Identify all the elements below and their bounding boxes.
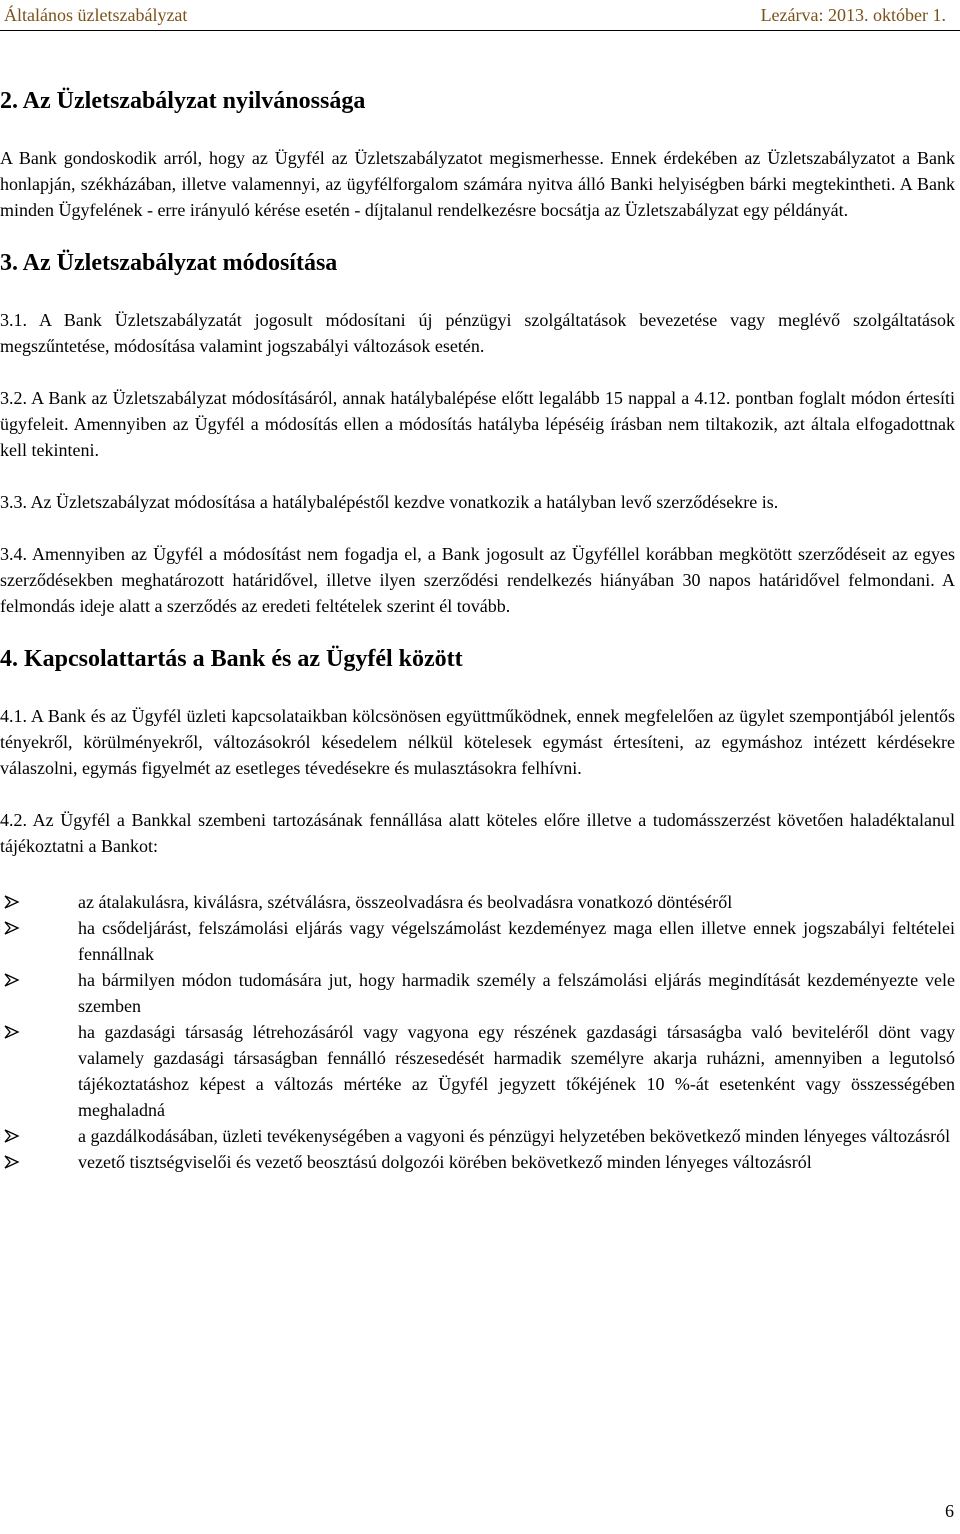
arrow-bullet-icon [4,1154,20,1170]
list-item [0,967,955,1019]
list-item-text: ha csődeljárást, felszámolási eljárás vagy végelszámolást kezdeményez maga ellen illetve ennek jogszabályi feltételei fennállnak [78,918,955,964]
notification-list [0,889,955,1175]
section-2-heading: 2. Az Üzletszabályzat nyilvánossága [0,88,366,114]
paragraph-3-3: 3.3. Az Üzletszabályzat módosítása a hatálybalépéstől kezdve vonatkozik a hatályban levő szerződésekre is. [0,492,779,512]
arrow-bullet-icon [4,1024,20,1040]
list-item-text: vezető tisztségviselői és vezető beosztású dolgozói körében bekövetkező minden lényeges változásról [78,1152,812,1172]
list-item [0,889,955,915]
header-closed-date: Lezárva: 2013. október 1. [760,5,946,25]
section-4-heading: 4. Kapcsolattartás a Bank és az Ügyfél között [0,646,463,672]
paragraph-3-2: 3.2. A Bank az Üzletszabályzat módosításáról, annak hatálybalépése előtt legalább 15 nappal a 4.12. pontban foglalt módon értesíti ügyfeleit. Amennyiben az Ügyfél a módosítás ellen a módosítás hatályba lépéséig írásban nem tiltakozik, azt általa elfogadottnak kell tekinteni. [0,388,955,460]
arrow-bullet-icon [4,894,20,910]
list-item [0,1019,955,1123]
list-item [0,1123,955,1149]
paragraph-3-1: 3.1. A Bank Üzletszabályzatát jogosult módosítani új pénzügyi szolgáltatások bevezetése vagy meglévő szolgáltatások megszűntetése, módosítása valamint jogszabályi változások esetén. [0,310,955,356]
section-2-paragraph: A Bank gondoskodik arról, hogy az Ügyfél az Üzletszabályzatot megismerhesse. Ennek érdekében az Üzletszabályzatot a Bank honlapján, székházában, illetve valamennyi, az ügyfélforgalom számára nyitva álló Banki helyiségben bárki megtekintheti. A Bank minden Ügyfelének - erre irányuló kérése esetén - díjtalanul rendelkezésre bocsátja az Üzletszabályzat egy példányát. [0,148,955,220]
arrow-bullet-icon [4,972,20,988]
section-3-heading: 3. Az Üzletszabályzat módosítása [0,250,338,276]
header-divider [0,30,960,31]
page-header [0,0,960,30]
arrow-bullet-icon [4,1128,20,1144]
list-item-text: ha bármilyen módon tudomására jut, hogy harmadik személy a felszámolási eljárás megindítását kezdeményezte vele szemben [78,970,955,1016]
list-item-text: az átalakulásra, kiválásra, szétválásra, összeolvadásra és beolvadásra vonatkozó döntéséről [78,892,733,912]
list-item [0,1149,955,1175]
header-document-title: Általános üzletszabályzat [4,5,188,25]
list-item [0,915,955,967]
paragraph-4-1: 4.1. A Bank és az Ügyfél üzleti kapcsolataikban kölcsönösen együttműködnek, ennek megfelelően az ügylet szempontjából jelentős tényekről, körülményekről, változásokról késedelem nélkül kötelesek egymást értesíteni, az egymáshoz intézett kérdésekre válaszolni, egymás figyelmét az esetleges tévedésekre és mulasztásokra felhívni. [0,706,955,778]
page-number: 6 [945,1501,954,1521]
list-item-text: a gazdálkodásában, üzleti tevékenységében a vagyoni és pénzügyi helyzetében bekövetkező minden lényeges változásról [78,1126,951,1146]
document-body [0,87,955,1175]
list-item-text: ha gazdasági társaság létrehozásáról vagy vagyona egy részének gazdasági társaságba való beviteléről dönt vagy valamely gazdasági társaságban fennálló részesedését harmadik személyre akarja ruházni, amennyiben a legutolsó tájékoztatáshoz képest a változás mértéke az Ügyfél jegyzett tőkéjének 10 %-át esetenként vagy összességében meghaladná [78,1022,955,1120]
paragraph-3-4: 3.4. Amennyiben az Ügyfél a módosítást nem fogadja el, a Bank jogosult az Ügyféllel korábban megkötött szerződéseit az egyes szerződésekben meghatározott határidővel, illetve ilyen szerződési rendelkezés hiányában 30 napos határidővel felmondani. A felmondás ideje alatt a szerződés az eredeti feltételek szerint él tovább. [0,544,955,616]
paragraph-4-2: 4.2. Az Ügyfél a Bankkal szembeni tartozásának fennállása alatt köteles előre illetve a tudomásszerzést követően haladéktalanul tájékoztatni a Bankot: [0,810,955,856]
arrow-bullet-icon [4,920,20,936]
